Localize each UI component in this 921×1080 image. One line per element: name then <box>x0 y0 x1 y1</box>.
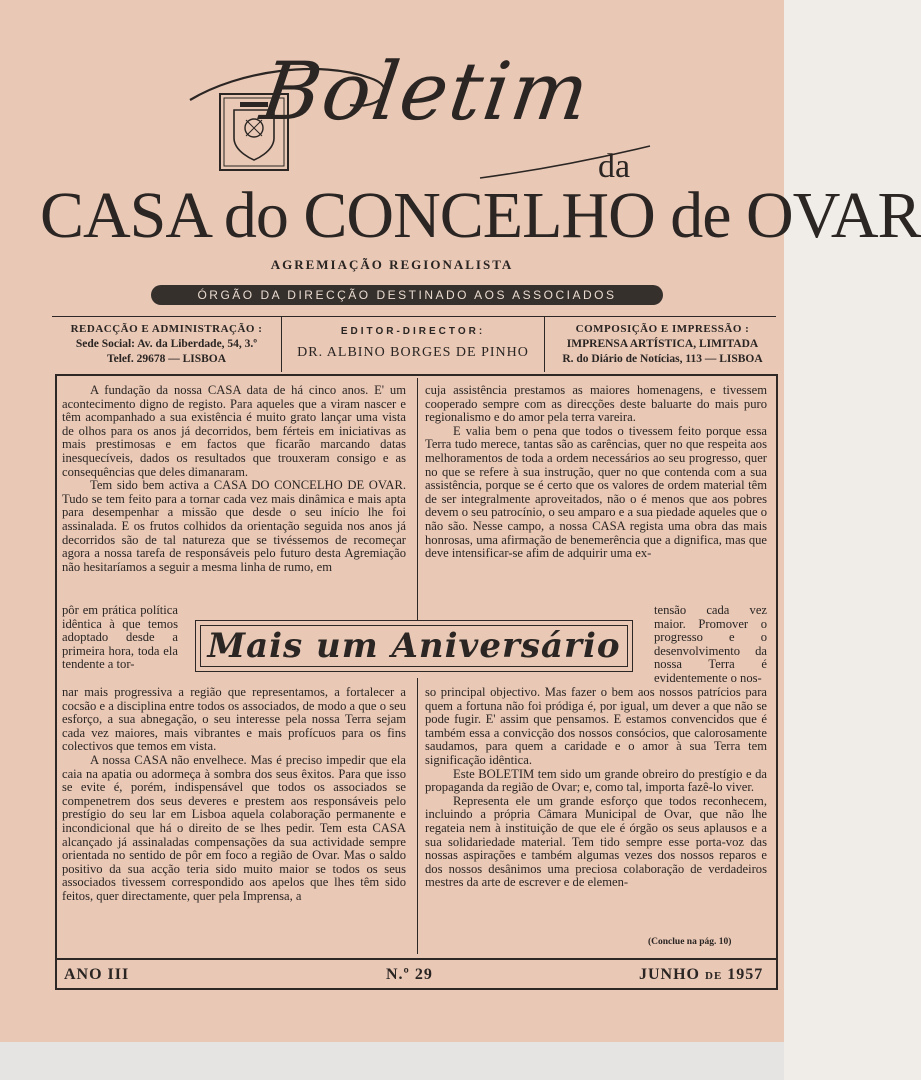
info-right-line1: IMPRENSA ARTÍSTICA, LIMITADA <box>566 338 759 350</box>
issue-number: N.º 29 <box>386 966 433 983</box>
article-rule-top <box>55 374 778 376</box>
info-right-line2: R. do Diário de Notícias, 113 — LISBOA <box>562 353 763 365</box>
continued-note: (Conclue na pág. 10) <box>648 937 732 947</box>
article-frame-left <box>55 374 57 990</box>
paragraph: cuja assistência prestamos as maiores homenagens, e tivessem cooperado sempre com as direcções deste baluarte do mais puro regionalismo e do amor pela terra vareira. <box>425 383 767 425</box>
article-headline: Mais um Aniversário <box>207 626 621 666</box>
masthead-band: ÓRGÃO DA DIRECÇÃO DESTINADO AOS ASSOCIADOS <box>151 285 663 305</box>
article-right-narrow <box>654 604 767 686</box>
paragraph: pôr em prática política idêntica à que temos adoptado desde a primeira hora, toda ela tendente a tor- <box>62 603 178 672</box>
editor-name: DR. ALBINO BORGES DE PINHO <box>297 345 529 360</box>
paragraph: tensão cada vez maior. Promover o progresso e o desenvolvimento da nossa Terra é evidentemente o nos- <box>654 603 767 685</box>
editor-caption: EDITOR-DIRECTOR: <box>340 326 486 337</box>
footer-rule-top <box>55 958 778 960</box>
column-divider <box>417 378 418 620</box>
issue-year-value: 1957 <box>727 966 764 983</box>
info-right-caption: COMPOSIÇÃO E IMPRESSÃO : <box>575 323 750 335</box>
article-right-bottom <box>425 686 767 890</box>
masthead-title-main: CASA do CONCELHO de OVAR <box>40 179 921 252</box>
masthead-title-script: Boletim <box>255 45 597 138</box>
paragraph: so principal objectivo. Mas fazer o bem aos nossos patrícios para quem a fortuna não foi pródiga é, por igual, um dever a que não se pode fugir. E' assim que pensamos. E estamos convencidos que é também essa a convicção dos nossos consócios, que calorosamente saudamos, para quem a caridade e o amor à sua Terra tem significação idêntica. <box>425 685 767 767</box>
info-left-line2: Telef. 29678 — LISBOA <box>106 353 227 365</box>
article-left-top <box>62 384 406 574</box>
article-left-bottom <box>62 686 406 904</box>
scan-margin <box>0 1042 784 1080</box>
article-frame-right <box>776 374 778 990</box>
masthead-title-da: da <box>598 148 631 185</box>
info-left-caption: REDACÇÃO E ADMINISTRAÇÃO : <box>70 323 263 335</box>
paragraph: Tem sido bem activa a CASA DO CONCELHO DE OVAR. Tudo se tem feito para a tornar cada vez mais dinâmica e mais apta para desempenhar a missão que desde o seu início lhe foi assinalada. E os frutos colhidos da orientação seguida nos anos já decorridos são de tal natureza que se tivéssemos de recomeçar agora a nossa tarefa de responsáveis pelo futuro desta Agremiação não hesitaríamos a seguir a mesma linha de rumo, em <box>62 478 406 574</box>
article-right-top <box>425 384 767 561</box>
info-center <box>282 324 544 360</box>
paragraph: Representa ele um grande esforço que todos reconhecem, incluindo a própria Câmara Municipal de Ovar, que não lhe regateia nem à instituição de que ele é órgão os seus aplausos e a sua solidariedade material. Tem tido sempre esse porta-voz das nossas aspirações e também algumas vezes dos nossos reparos e dos nossos desânimos uma preciosa colaboração de verdadeiros mestres da arte de escrever e de elemen- <box>425 793 767 890</box>
info-left-line1: Sede Social: Av. da Liberdade, 54, 3.º <box>75 338 258 350</box>
paragraph: E valia bem o pena que todos o tivessem feito porque essa Terra tudo merece, tantas são as carências, quer no que respeita aos melhoramentos de toda a ordem necessários ao seu progresso, quer no que se refere à sua instrução, quer no que contenda com a sua assistência, porque se é certo que os valores de ordem material têm de ser integralmente aproveitados, não o é menos que aos pobres devem o seu patrocínio, o seu amparo e a sua piedade aqueles que o não são. Nesse campo, a nossa CASA regista uma obra das mais honrosas, uma afirmação de benemerência que a dignifica, mas que deve intensificar-se afim de adquirir uma ex- <box>425 423 768 561</box>
masthead-subtitle: AGREMIAÇÃO REGIONALISTA <box>270 257 514 272</box>
paragraph: A nossa CASA não envelhece. Mas é preciso impedir que ela caia na apatia ou adormeça à sombra dos seus êxitos. Para que isso se evite é, porém, indispensável que todos os associados se compenetrem dos seus deveres e prestem aos responsáveis pelo prestígio do seu lar em Lisboa aquela colaboração permanente e incondicional que há o direito de se lhes pedir. Tem esta CASA alcançado já assinaladas compensações da sua actividade sempre orientada no sentido de pôr em foco a região de Ovar. Mas o saldo positivo da sua acção teria sido muito maior se todos os seus associados tivessem correspondido aos apelos que lhes têm sido feitos, quer directamente, quer pela Imprensa, a <box>62 752 406 903</box>
issue-de: DE <box>705 970 723 982</box>
paragraph: A fundação da nossa CASA data de há cinco anos. E' um acontecimento digno de registo. Para aqueles que a viram nascer e têm acompanhado a sua existência é muito grato lançar uma vista de olhos para os anos já decorridos, bem férteis em iniciativas as mais prestimosas e em factos que ficarão marcando datas inesquecíveis, dados os resultados que trouxeram consigo e as consequências que deles dimanaram. <box>62 383 406 479</box>
article-left-narrow <box>62 604 178 672</box>
footer-rule-bottom <box>55 988 778 990</box>
column-divider-lower <box>417 678 418 954</box>
info-rule-top <box>52 316 776 317</box>
info-right <box>545 322 780 367</box>
issue-date <box>639 966 763 984</box>
info-left <box>52 322 281 367</box>
paragraph: Este BOLETIM tem sido um grande obreiro do prestígio e da propaganda da região de Ovar; e, como tal, importa fazê-lo viver. <box>425 766 767 795</box>
issue-year: ANO III <box>64 966 130 983</box>
paragraph: nar mais progressiva a região que representamos, a fortalecer a cocsão e a disciplina entre todos os associados, de modo a que o seu esforço, a sua abnegação, o seu interesse pela nossa Terra sejam cada vez maiores, mais vibrantes e mais profícuos para os fins colectivos que temos em vista. <box>62 685 406 754</box>
issue-month: JUNHO <box>639 966 700 983</box>
